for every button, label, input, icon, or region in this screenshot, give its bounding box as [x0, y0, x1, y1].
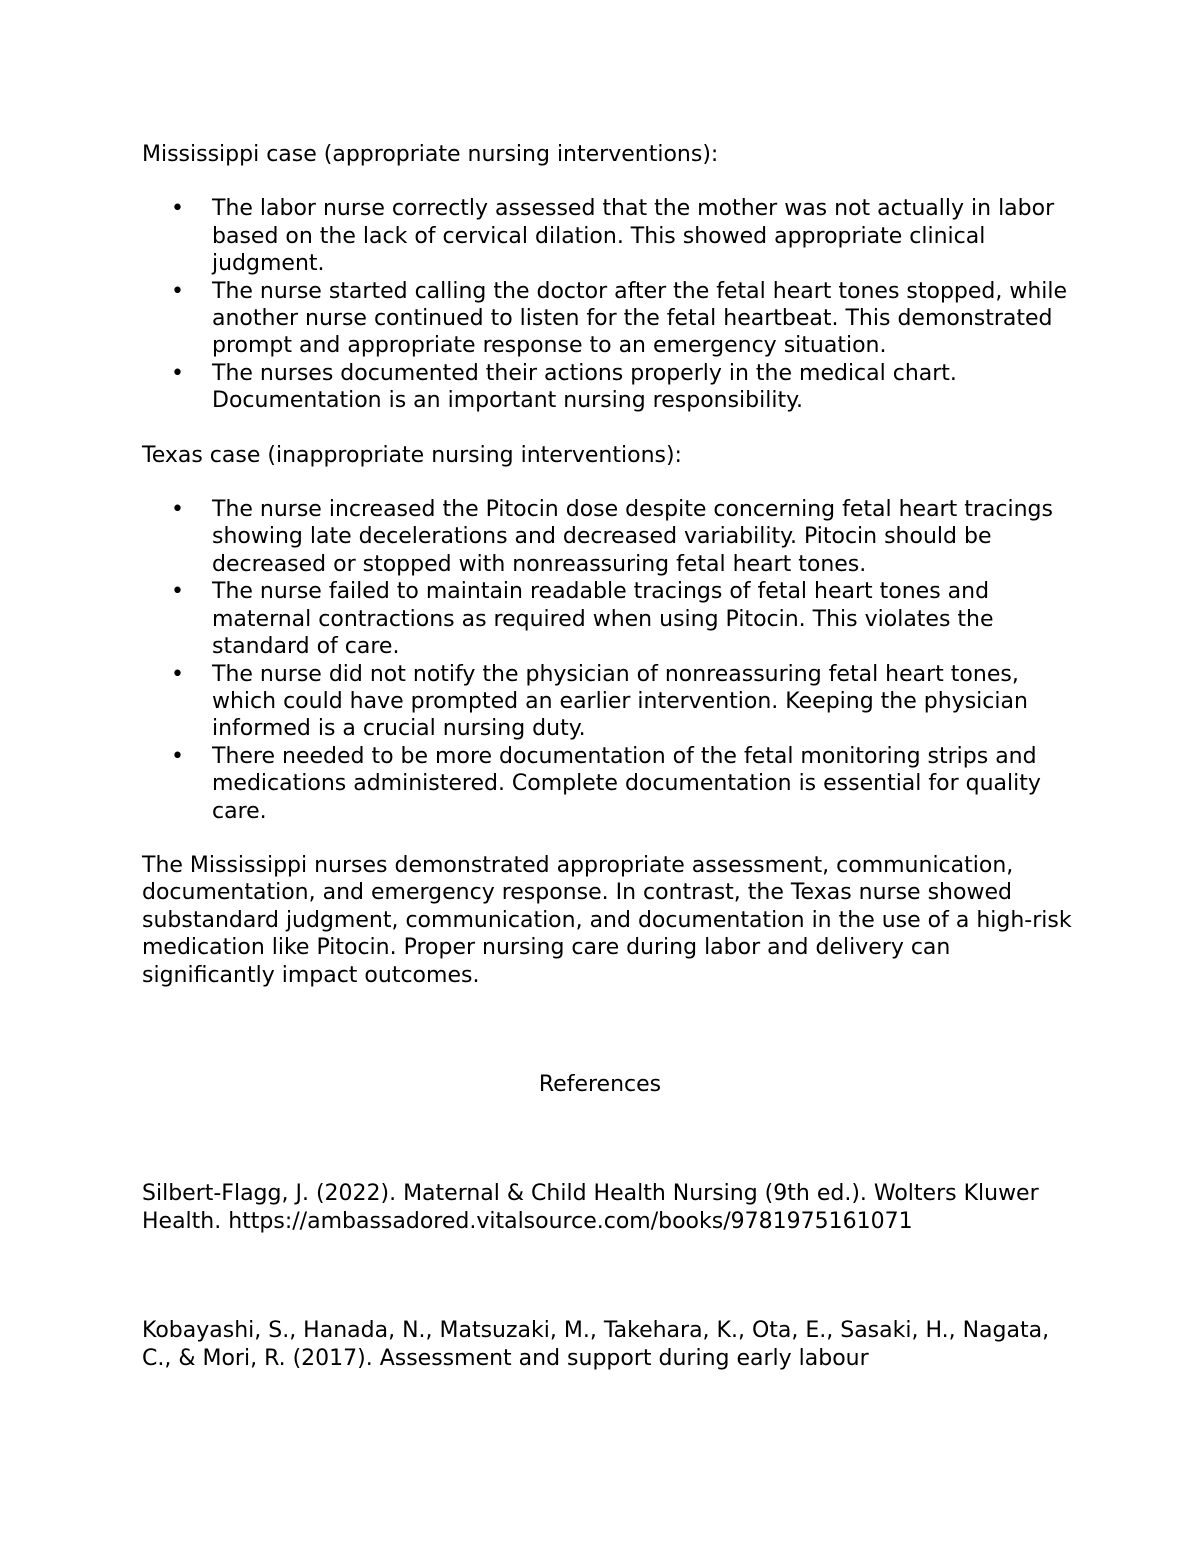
mississippi-list — [142, 195, 1072, 414]
conclusion-paragraph: The Mississippi nurses demonstrated appropriate assessment, communication, documentation, and emergency response. In contrast, the Texas nurse showed substandard judgment, communication, and documentation in the use of a high-risk medication like Pitocin. Proper nursing care during labor and delivery can significantly impact outcomes. — [142, 852, 1072, 988]
mississippi-heading: Mississippi case (appropriate nursing interventions): — [142, 142, 719, 167]
list-item: • The nurse failed to maintain readable tracings of fetal heart tones and maternal contractions as required when using Pitocin. This violates the standard of care. — [142, 578, 1072, 660]
list-item: • The nurse did not notify the physician of nonreassuring fetal heart tones, which could have prompted an earlier intervention. Keeping the physician informed is a crucial nursing duty. — [142, 661, 1072, 743]
list-item: • The nurse increased the Pitocin dose despite concerning fetal heart tracings showing late decelerations and decreased variability. Pitocin should be decreased or stopped with nonreassuring fetal heart tones. — [142, 496, 1072, 578]
list-item: • The nurse started calling the doctor after the fetal heart tones stopped, while another nurse continued to listen for the fetal heartbeat. This demonstrated prompt and appropriate response to an emergency situation. — [142, 278, 1072, 360]
reference-entry: Kobayashi, S., Hanada, N., Matsuzaki, M., Takehara, K., Ota, E., Sasaki, H., Nagata, C., & Mori, R. (2017). Assessment and support during early labour — [142, 1318, 1050, 1371]
texas-heading: Texas case (inappropriate nursing interventions): — [142, 442, 682, 468]
document-page — [142, 141, 1072, 1372]
texas-list — [142, 496, 1072, 825]
references-title: References — [538, 1071, 662, 1097]
list-item: • The labor nurse correctly assessed that the mother was not actually in labor based on the lack of cervical dilation. This showed appropriate clinical judgment. — [142, 195, 1072, 277]
reference-entry: Silbert-Flagg, J. (2022). Maternal & Child Health Nursing (9th ed.). Wolters Kluwer Health. https://ambassadored.vitalsource.com/books/9781975161071 — [142, 1181, 1039, 1234]
list-item: • The nurses documented their actions properly in the medical chart. Documentation is an important nursing responsibility. — [142, 360, 1072, 415]
list-item: • There needed to be more documentation of the fetal monitoring strips and medications administered. Complete documentation is essential for quality care. — [142, 743, 1072, 825]
